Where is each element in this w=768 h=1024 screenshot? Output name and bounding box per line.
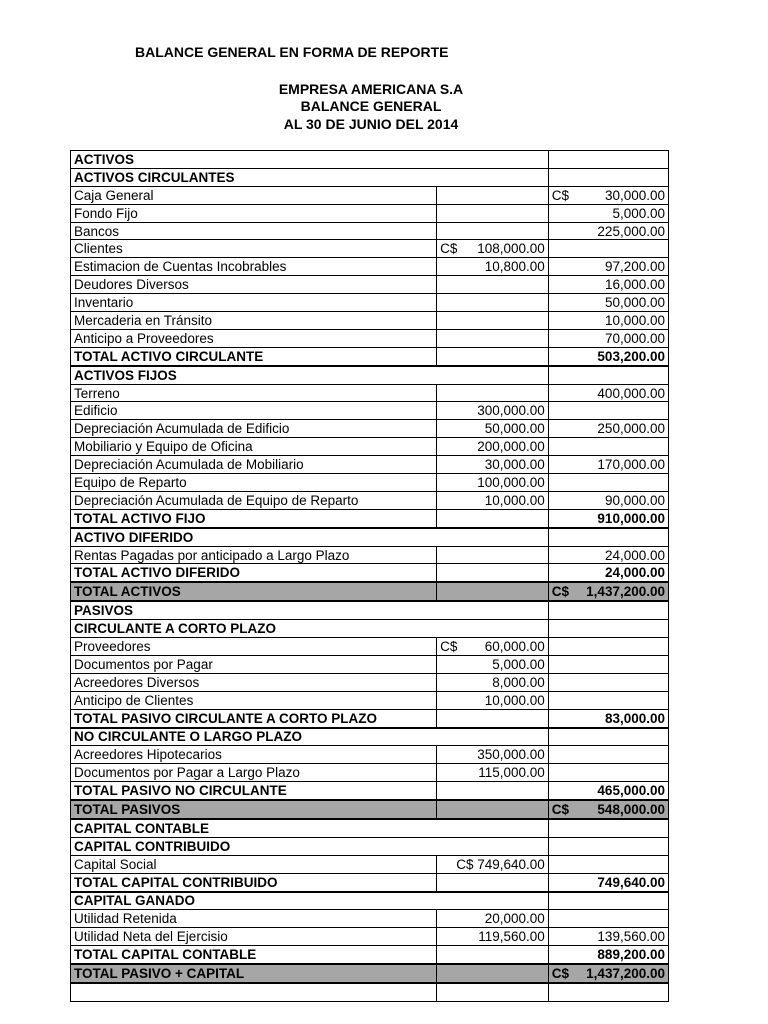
total-amount-cell: [548, 620, 668, 638]
report-date: AL 30 DE JUNIO DEL 2014: [283, 116, 459, 132]
total-amount-cell: [548, 873, 668, 891]
account-row: [71, 546, 669, 564]
account-label: Documentos por Pagar a Largo Plazo: [71, 764, 437, 782]
total-amount: 1,437,200.00: [586, 966, 665, 982]
partial-amount-cell: [437, 528, 549, 546]
partial-amount-cell: [437, 168, 549, 186]
account-label: Rentas Pagadas por anticipado a Largo Plazo: [71, 546, 437, 564]
account-row: [71, 329, 669, 347]
account-label: Anticipo a Proveedores: [71, 329, 437, 347]
account-row: [71, 746, 669, 764]
partial-amount-cell: [437, 782, 549, 800]
subtotal-row: [71, 564, 669, 582]
section-header-row: [71, 601, 669, 619]
partial-amount-cell: [437, 258, 549, 276]
partial-amount-cell: [437, 764, 549, 782]
account-label: TOTAL PASIVO + CAPITAL: [71, 964, 437, 983]
total-amount-cell: [548, 151, 668, 169]
partial-amount-cell: [437, 491, 549, 509]
account-label: CAPITAL CONTRIBUIDO: [71, 837, 437, 855]
total-amount: 30,000.00: [604, 187, 665, 203]
total-amount: 503,200.00: [597, 348, 665, 364]
total-amount-cell: [548, 983, 668, 1002]
account-label: CAPITAL CONTABLE: [71, 819, 437, 837]
section-header-row: [71, 819, 669, 837]
partial-amount-cell: [437, 728, 549, 746]
account-label: TOTAL ACTIVOS: [71, 582, 437, 601]
account-label: Bancos: [71, 222, 437, 240]
total-amount-cell: [548, 294, 668, 312]
total-amount-cell: [548, 509, 668, 527]
partial-amount: 300,000.00: [477, 403, 545, 419]
total-amount-cell: [548, 312, 668, 330]
total-amount: 400,000.00: [597, 385, 665, 401]
total-amount: 170,000.00: [597, 457, 665, 473]
account-label: Depreciación Acumulada de Equipo de Reparto: [71, 491, 437, 509]
subtotal-row: [71, 873, 669, 891]
account-label: TOTAL PASIVOS: [71, 800, 437, 819]
account-row: [71, 294, 669, 312]
account-row: [71, 855, 669, 873]
total-amount-cell: [548, 946, 668, 964]
total-amount: 16,000.00: [604, 277, 665, 293]
partial-amount-cell: [437, 204, 549, 222]
partial-amount-cell: [437, 620, 549, 638]
account-label: Documentos por Pagar: [71, 655, 437, 673]
account-label: Edificio: [71, 402, 437, 420]
account-label: NO CIRCULANTE O LARGO PLAZO: [71, 728, 437, 746]
account-row: [71, 491, 669, 509]
partial-amount-cell: [437, 964, 549, 983]
total-amount-cell: [548, 964, 668, 983]
partial-amount: 60,000.00: [484, 638, 545, 654]
total-amount: 910,000.00: [597, 510, 665, 526]
currency-symbol: C$: [551, 187, 570, 203]
total-amount-cell: [548, 347, 668, 365]
account-label: ACTIVOS: [71, 151, 437, 169]
total-amount: 889,200.00: [597, 947, 665, 963]
total-amount-cell: [548, 402, 668, 420]
total-amount-cell: [548, 728, 668, 746]
total-amount-cell: [548, 673, 668, 691]
total-amount-cell: [548, 564, 668, 582]
currency-symbol: C$: [440, 638, 458, 654]
blank-row: [71, 983, 669, 1002]
partial-amount-cell: [437, 294, 549, 312]
partial-amount-cell: [437, 329, 549, 347]
total-amount-cell: [548, 928, 668, 946]
partial-amount-cell: [437, 402, 549, 420]
total-amount-cell: [548, 638, 668, 656]
total-amount-cell: [548, 655, 668, 673]
account-row: [71, 638, 669, 656]
partial-amount-cell: [437, 582, 549, 601]
total-amount-cell: [548, 222, 668, 240]
account-row: [71, 764, 669, 782]
partial-amount-cell: [437, 691, 549, 709]
account-label: Depreciación Acumulada de Mobiliario: [71, 456, 437, 474]
partial-amount-cell: [437, 746, 549, 764]
partial-amount-cell: [437, 709, 549, 727]
total-amount-cell: [548, 276, 668, 294]
total-amount: 50,000.00: [604, 295, 665, 311]
total-amount: 97,200.00: [604, 259, 665, 275]
partial-amount: 10,000.00: [484, 492, 545, 508]
partial-amount-cell: [437, 638, 549, 656]
account-label: Capital Social: [71, 855, 437, 873]
total-amount-cell: [548, 168, 668, 186]
account-label: TOTAL ACTIVO FIJO: [71, 509, 437, 527]
partial-amount-cell: [437, 873, 549, 891]
account-row: [71, 204, 669, 222]
total-amount-cell: [548, 491, 668, 509]
section-header-row: [71, 837, 669, 855]
account-row: [71, 276, 669, 294]
account-label: [71, 983, 437, 1002]
account-label: Utilidad Retenida: [71, 910, 437, 928]
total-amount-cell: [548, 384, 668, 402]
total-amount-cell: [548, 204, 668, 222]
account-row: [71, 456, 669, 474]
total-amount: 90,000.00: [604, 492, 665, 508]
account-label: Fondo Fijo: [71, 204, 437, 222]
partial-amount: 8,000.00: [492, 674, 545, 690]
total-amount-cell: [548, 258, 668, 276]
partial-amount: 30,000.00: [484, 457, 545, 473]
subtotal-row: [71, 946, 669, 964]
account-label: Acreedores Hipotecarios: [71, 746, 437, 764]
account-label: TOTAL CAPITAL CONTRIBUIDO: [71, 873, 437, 891]
partial-amount: 119,560.00: [478, 929, 545, 945]
total-amount-cell: [548, 800, 668, 819]
partial-amount-cell: [437, 855, 549, 873]
section-header-row: [71, 620, 669, 638]
partial-amount-cell: [437, 892, 549, 910]
account-label: TOTAL ACTIVO CIRCULANTE: [71, 347, 437, 365]
account-row: [71, 402, 669, 420]
partial-amount: 5,000.00: [492, 656, 545, 672]
total-amount: 225,000.00: [597, 223, 665, 239]
account-row: [71, 910, 669, 928]
account-row: [71, 673, 669, 691]
partial-amount-cell: [437, 384, 549, 402]
report-name: BALANCE GENERAL: [300, 98, 442, 114]
account-label: TOTAL PASIVO NO CIRCULANTE: [71, 782, 437, 800]
account-label: Inventario: [71, 294, 437, 312]
total-amount: 83,000.00: [604, 710, 665, 726]
account-row: [71, 312, 669, 330]
partial-amount-cell: [437, 819, 549, 837]
partial-amount-cell: [437, 509, 549, 527]
partial-amount-cell: [437, 601, 549, 619]
partial-amount-cell: [437, 546, 549, 564]
section-header-row: [71, 528, 669, 546]
partial-amount: 100,000.00: [477, 474, 545, 490]
partial-amount-cell: [437, 928, 549, 946]
currency-symbol: C$: [551, 584, 570, 600]
partial-amount-cell: [437, 655, 549, 673]
document-title: BALANCE GENERAL EN FORMA DE REPORTE: [135, 44, 449, 60]
partial-amount-cell: [437, 673, 549, 691]
total-amount-cell: [548, 892, 668, 910]
account-label: Caja General: [71, 186, 437, 204]
partial-amount-cell: [437, 800, 549, 819]
company-name: EMPRESA AMERICANA S.A: [278, 81, 464, 97]
total-amount: 548,000.00: [597, 802, 665, 817]
total-amount-cell: [548, 819, 668, 837]
account-row: [71, 438, 669, 456]
total-amount: 465,000.00: [597, 783, 665, 799]
partial-amount: 10,800.00: [484, 259, 545, 275]
section-header-row: [71, 728, 669, 746]
total-amount-cell: [548, 837, 668, 855]
subtotal-row: [71, 709, 669, 727]
total-amount: 24,000.00: [604, 547, 665, 563]
total-amount: 749,640.00: [597, 874, 665, 890]
section-header-row: [71, 366, 669, 384]
total-amount-cell: [548, 438, 668, 456]
partial-amount: C$ 749,640.00: [456, 856, 545, 872]
partial-amount-cell: [437, 312, 549, 330]
total-amount-cell: [548, 528, 668, 546]
partial-amount-cell: [437, 366, 549, 384]
balance-sheet-table: [70, 150, 669, 1002]
total-amount: 10,000.00: [604, 312, 665, 328]
partial-amount: 20,000.00: [484, 911, 545, 927]
total-amount: 24,000.00: [604, 565, 665, 581]
total-amount-cell: [548, 691, 668, 709]
total-amount: 139,560.00: [597, 929, 665, 945]
account-label: Clientes: [71, 240, 437, 258]
total-amount-cell: [548, 329, 668, 347]
account-row: [71, 240, 669, 258]
total-amount-cell: [548, 855, 668, 873]
total-amount-cell: [548, 709, 668, 727]
partial-amount: 350,000.00: [477, 747, 545, 763]
partial-amount-cell: [437, 983, 549, 1002]
account-label: Mobiliario y Equipo de Oficina: [71, 438, 437, 456]
account-label: Proveedores: [71, 638, 437, 656]
account-label: ACTIVOS CIRCULANTES: [71, 168, 437, 186]
subtotal-row: [71, 347, 669, 365]
account-label: Depreciación Acumulada de Edificio: [71, 420, 437, 438]
total-amount-cell: [548, 366, 668, 384]
partial-amount-cell: [437, 276, 549, 294]
total-amount: 250,000.00: [597, 421, 665, 437]
grand-total-row: [71, 964, 669, 983]
account-row: [71, 186, 669, 204]
partial-amount: 10,000.00: [484, 692, 545, 708]
account-row: [71, 928, 669, 946]
section-header-row: [71, 151, 669, 169]
partial-amount: 50,000.00: [484, 421, 545, 437]
total-amount-cell: [548, 782, 668, 800]
partial-amount-cell: [437, 420, 549, 438]
partial-amount-cell: [437, 837, 549, 855]
partial-amount-cell: [437, 151, 549, 169]
account-label: TOTAL CAPITAL CONTABLE: [71, 946, 437, 964]
account-label: TOTAL PASIVO CIRCULANTE A CORTO PLAZO: [71, 709, 437, 727]
partial-amount-cell: [437, 438, 549, 456]
total-amount-cell: [548, 546, 668, 564]
account-label: CAPITAL GANADO: [71, 892, 437, 910]
total-amount-cell: [548, 474, 668, 492]
partial-amount-cell: [437, 474, 549, 492]
account-row: [71, 222, 669, 240]
partial-amount: 108,000.00: [477, 241, 545, 257]
currency-symbol: C$: [551, 966, 570, 982]
partial-amount-cell: [437, 240, 549, 258]
partial-amount-cell: [437, 222, 549, 240]
account-row: [71, 474, 669, 492]
account-label: TOTAL ACTIVO DIFERIDO: [71, 564, 437, 582]
account-label: PASIVOS: [71, 601, 437, 619]
total-amount: 5,000.00: [612, 205, 665, 221]
total-amount-cell: [548, 746, 668, 764]
grand-total-row: [71, 800, 669, 819]
currency-symbol: C$: [440, 241, 458, 257]
account-label: Estimacion de Cuentas Incobrables: [71, 258, 437, 276]
account-row: [71, 655, 669, 673]
account-label: ACTIVOS FIJOS: [71, 366, 437, 384]
account-label: ACTIVO DIFERIDO: [71, 528, 437, 546]
section-header-row: [71, 168, 669, 186]
total-amount-cell: [548, 582, 668, 601]
account-label: Equipo de Reparto: [71, 474, 437, 492]
total-amount: 1,437,200.00: [586, 584, 665, 600]
partial-amount: 115,000.00: [478, 765, 545, 781]
partial-amount-cell: [437, 910, 549, 928]
account-label: Deudores Diversos: [71, 276, 437, 294]
account-label: Mercaderia en Tránsito: [71, 312, 437, 330]
total-amount-cell: [548, 240, 668, 258]
total-amount-cell: [548, 910, 668, 928]
total-amount-cell: [548, 186, 668, 204]
total-amount-cell: [548, 420, 668, 438]
total-amount-cell: [548, 764, 668, 782]
account-row: [71, 384, 669, 402]
subtotal-row: [71, 509, 669, 527]
account-row: [71, 420, 669, 438]
subtotal-row: [71, 782, 669, 800]
total-amount-cell: [548, 601, 668, 619]
partial-amount-cell: [437, 564, 549, 582]
account-label: Terreno: [71, 384, 437, 402]
partial-amount-cell: [437, 456, 549, 474]
account-label: Anticipo de Clientes: [71, 691, 437, 709]
account-row: [71, 691, 669, 709]
partial-amount-cell: [437, 946, 549, 964]
partial-amount-cell: [437, 347, 549, 365]
section-header-row: [71, 892, 669, 910]
total-amount-cell: [548, 456, 668, 474]
account-label: Acreedores Diversos: [71, 673, 437, 691]
partial-amount-cell: [437, 186, 549, 204]
account-label: Utilidad Neta del Ejercisio: [71, 928, 437, 946]
partial-amount: 200,000.00: [477, 439, 545, 455]
account-row: [71, 258, 669, 276]
grand-total-row: [71, 582, 669, 601]
currency-symbol: C$: [551, 802, 570, 817]
account-label: CIRCULANTE A CORTO PLAZO: [71, 620, 437, 638]
total-amount: 70,000.00: [604, 330, 665, 346]
